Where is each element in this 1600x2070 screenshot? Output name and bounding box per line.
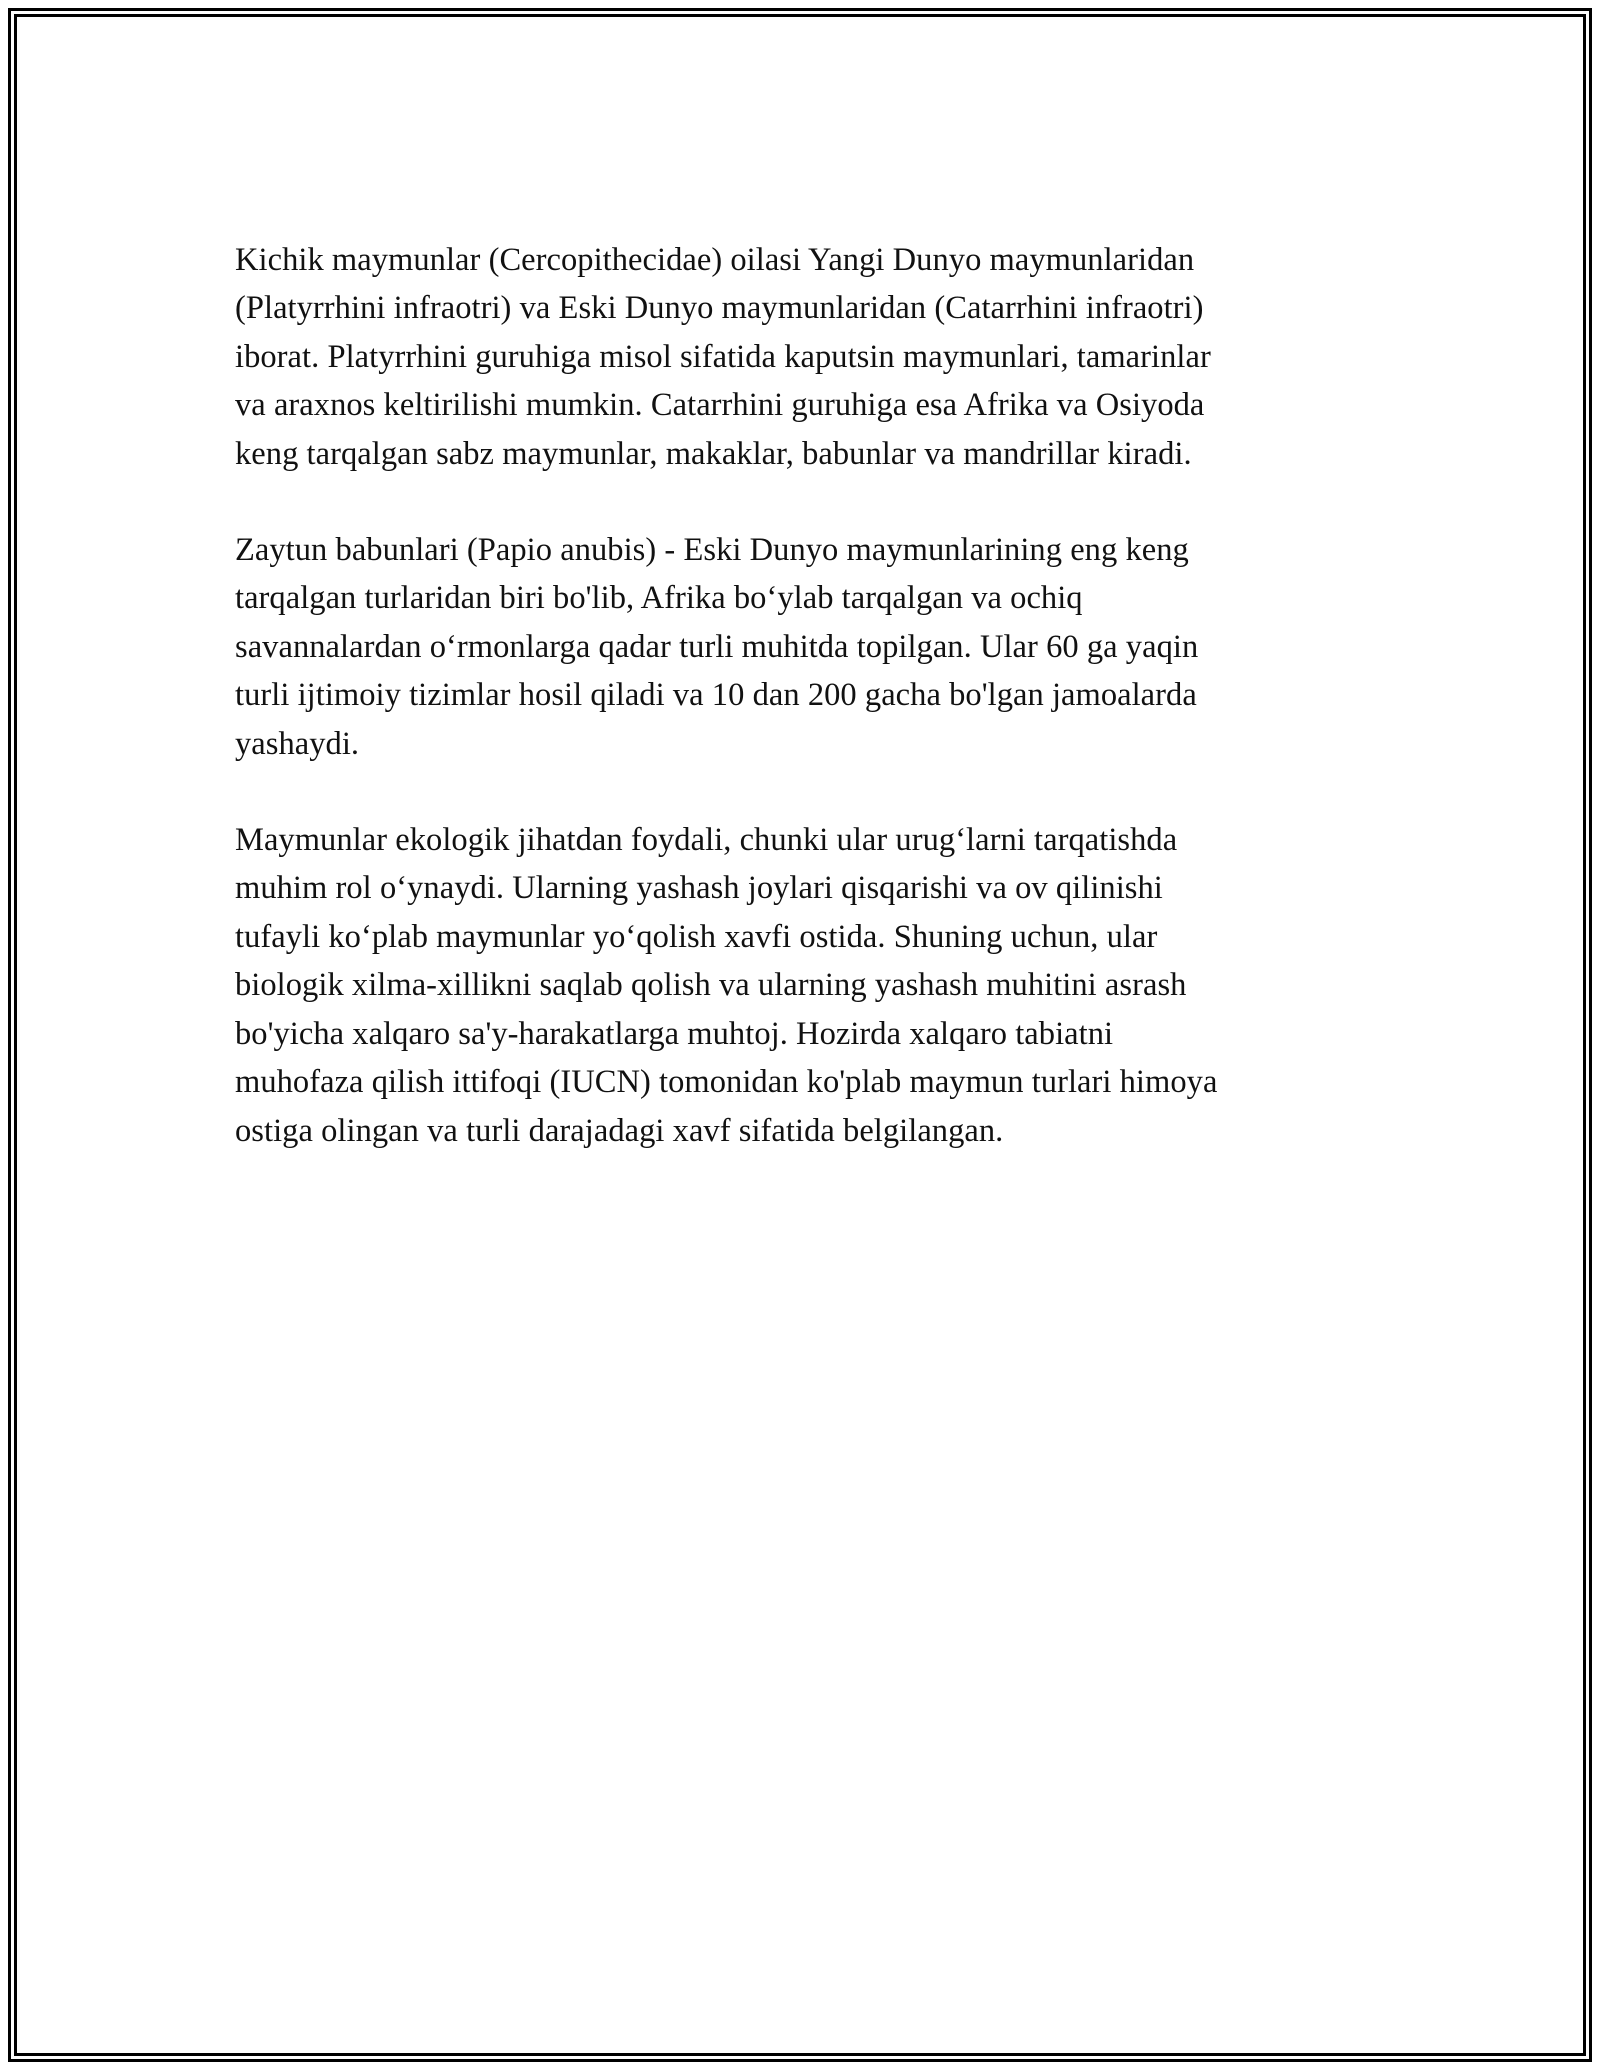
text-line: Maymunlar ekologik jihatdan foydali, chunki ular urug‘larni tarqatishda [235,822,1178,859]
text-line: turli ijtimoiy tizimlar hosil qiladi va 10 dan 200 gacha bo'lgan jamoalarda [235,677,1197,714]
text-line: muhofaza qilish ittifoqi (IUCN) tomonidan ko'plab maymun turlari himoya [235,1064,1218,1101]
text-line: keng tarqalgan sabz maymunlar, makaklar, babunlar va mandrillar kiradi. [235,435,1192,472]
text-line: bo'yicha xalqaro sa'y-harakatlarga muhtoj. Hozirda xalqaro tabiatni [235,1015,1114,1052]
text-line: yashaydi. [235,725,360,762]
text-line: (Platyrrhini infraotri) va Eski Dunyo maymunlaridan (Catarrhini infraotri) [235,290,1204,327]
paragraph-conservation [235,816,1365,1155]
text-line: Zaytun babunlari (Papio anubis) - Eski Dunyo maymunlarining eng keng [235,532,1189,569]
paragraph-olive-baboons [235,526,1365,768]
text-line: ostiga olingan va turli darajadagi xavf sifatida belgilangan. [235,1112,1004,1149]
text-line: muhim rol o‘ynaydi. Ularning yashash joylari qisqarishi va ov qilinishi [235,870,1163,907]
text-line: va araxnos keltirilishi mumkin. Catarrhini guruhiga esa Afrika va Osiyoda [235,387,1205,424]
text-line: tarqalgan turlaridan biri bo'lib, Afrika bo‘ylab tarqalgan va ochiq [235,580,1083,617]
text-line: Kichik maymunlar (Cercopithecidae) oilasi Yangi Dunyo maymunlaridan [235,242,1195,278]
text-line: tufayli ko‘plab maymunlar yo‘qolish xavfi ostida. Shuning uchun, ular [235,918,1158,955]
document-body [235,236,1365,1203]
text-line: biologik xilma-xillikni saqlab qolish va ularning yashash muhitini asrash [235,967,1187,1004]
text-line: iborat. Platyrrhini guruhiga misol sifatida kaputsin maymunlari, tamarinlar [235,338,1211,375]
paragraph-cercopithecidae [235,236,1365,478]
text-line: savannalardan o‘rmonlarga qadar turli muhitda topilgan. Ular 60 ga yaqin [235,628,1199,665]
